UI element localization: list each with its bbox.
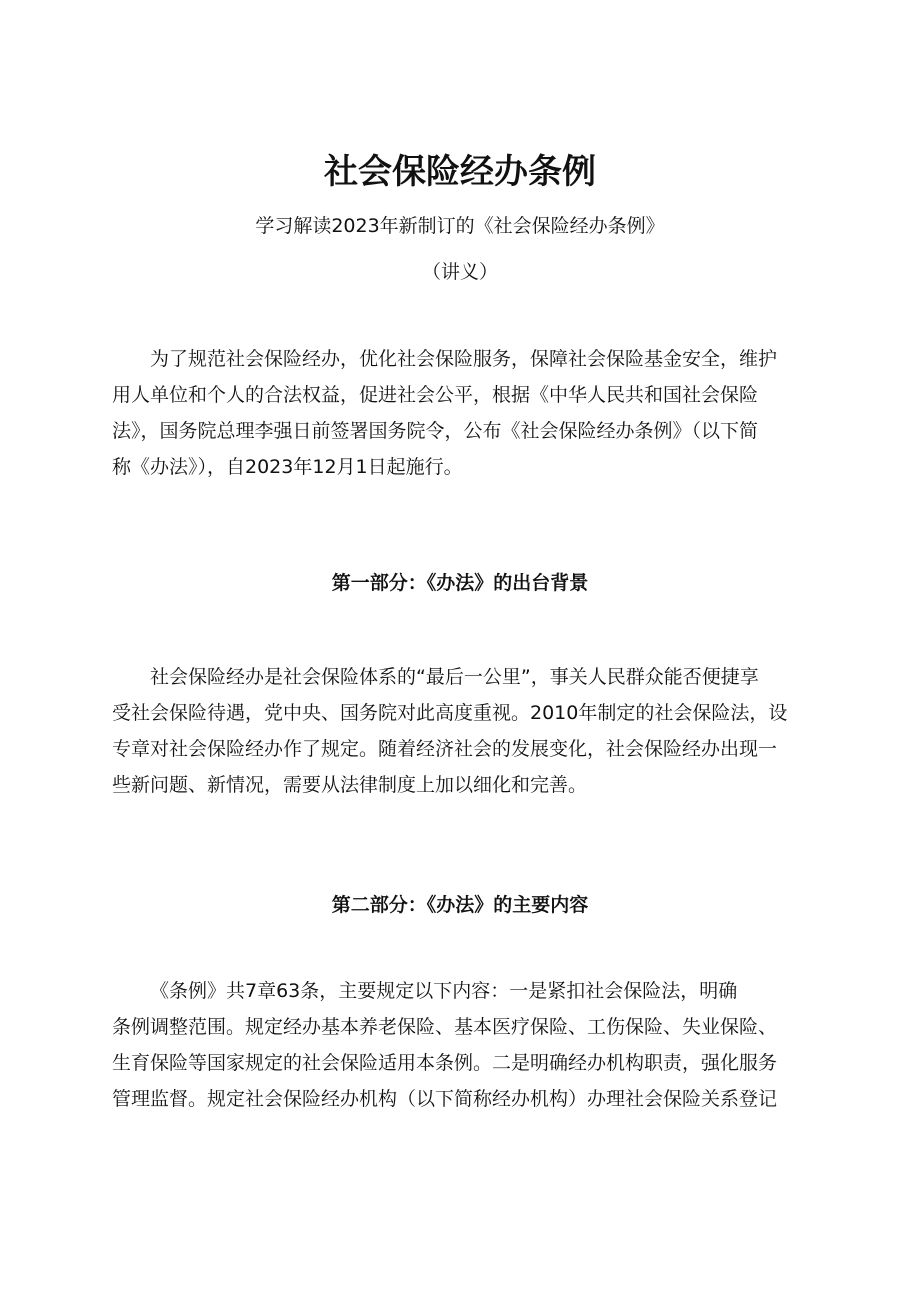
- document-note: （讲义）: [421, 261, 498, 283]
- paragraph-line: 《条例》共7章63条，主要规定以下内容：一是紧扣社会保险法，明确: [150, 980, 738, 1002]
- paragraph-line: 社会保险经办是社会保险体系的“最后一公里”，事关人民群众能否便捷享: [150, 666, 759, 688]
- paragraph-line: 专章对社会保险经办作了规定。随着经济社会的发展变化，社会保险经办出现一: [112, 738, 778, 760]
- document-title: 社会保险经办条例: [324, 152, 596, 192]
- section-heading-background: 第一部分：《办法》的出台背景: [331, 572, 589, 594]
- background-paragraph: [112, 659, 818, 803]
- intro-paragraph: [112, 341, 818, 485]
- paragraph-line: 称《办法》），自2023年12月1日起施行。: [112, 456, 463, 478]
- document-subtitle: 学习解读2023年新制订的《社会保险经办条例》: [255, 215, 665, 237]
- paragraph-line: 为了规范社会保险经办，优化社会保险服务，保障社会保险基金安全，维护: [150, 348, 778, 370]
- paragraph-line: 条例调整范围。规定经办基本养老保险、基本医疗保险、工伤保险、失业保险、: [112, 1016, 778, 1038]
- paragraph-line: 管理监督。规定社会保险经办机构（以下简称经办机构）办理社会保险关系登记: [112, 1088, 778, 1110]
- paragraph-line: 法》，国务院总理李强日前签署国务院令，公布《社会保险经办条例》（以下简: [112, 420, 759, 442]
- main-content-paragraph: [112, 973, 818, 1117]
- paragraph-line: 受社会保险待遇，党中央、国务院对此高度重视。2010年制定的社会保险法，设: [112, 702, 788, 724]
- paragraph-line: 用人单位和个人的合法权益，促进社会公平，根据《中华人民共和国社会保险: [112, 384, 759, 406]
- paragraph-line: 些新问题、新情况，需要从法律制度上加以细化和完善。: [112, 774, 588, 796]
- paragraph-line: 生育保险等国家规定的社会保险适用本条例。二是明确经办机构职责，强化服务: [112, 1052, 778, 1074]
- section-heading-main-content: 第二部分：《办法》的主要内容: [331, 894, 589, 916]
